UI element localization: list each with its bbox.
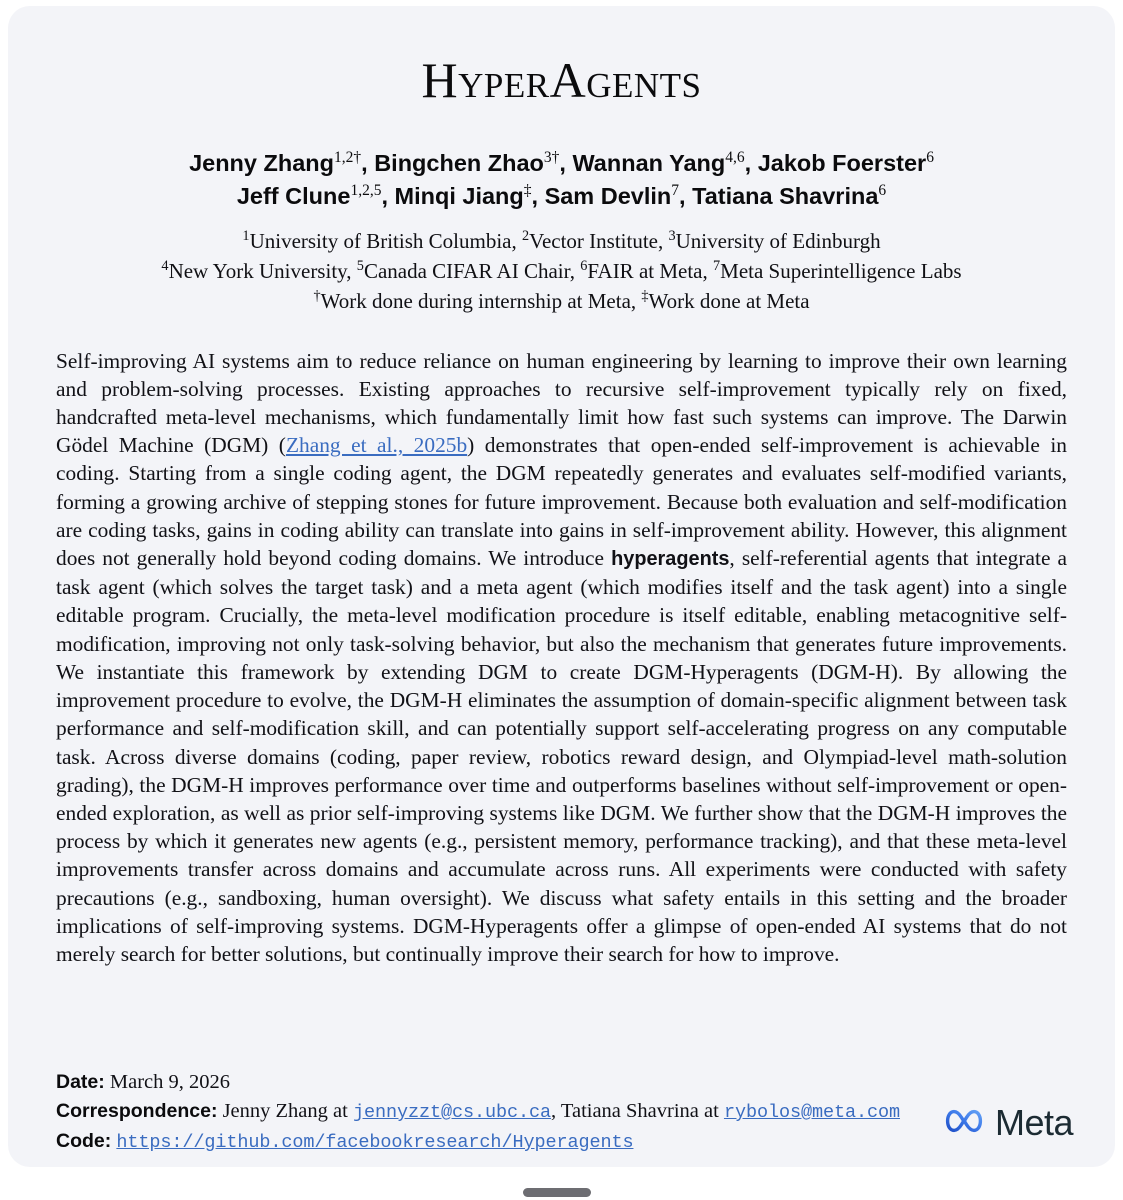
code-repository-link[interactable]: https://github.com/facebookresearch/Hyperagents bbox=[116, 1132, 634, 1153]
affiliation-marker: 3 bbox=[668, 228, 676, 245]
author-affiliation-marker: 6 bbox=[878, 182, 887, 200]
affiliation-name: University of British Columbia, bbox=[249, 229, 517, 254]
affiliation-line-1 bbox=[8, 227, 1115, 257]
author-line-1: Jenny Zhang$^{1,2\dagger}$, Bingchen Zhao$^{3\dagger}$, Wannan Yang$^{4,6}$, Jakob Foerster$^6$ bbox=[189, 148, 934, 176]
author-line-2: Jeff Clune$^{1,2,5}$, Minqi Jiang‡, Sam Devlin$^7$, Tatiana Shavrina$^6$ bbox=[236, 182, 887, 209]
author-name: Wannan Yang bbox=[572, 149, 726, 176]
author-affiliation-marker: 6 bbox=[926, 148, 934, 166]
code-line bbox=[56, 1127, 1066, 1157]
footnote-text: Work done during internship at Meta, bbox=[320, 288, 637, 313]
author-entry bbox=[189, 150, 361, 176]
correspondence-line bbox=[56, 1097, 1066, 1127]
correspondence-separator: , Tatiana Shavrina at bbox=[551, 1100, 719, 1122]
date-line bbox=[56, 1068, 1066, 1097]
affiliation-name: Meta Superintelligence Labs bbox=[720, 259, 962, 284]
footnote-marker: † bbox=[313, 287, 321, 304]
author-affiliation-marker: 3† bbox=[543, 148, 560, 166]
affiliation-line-3 bbox=[8, 287, 1115, 317]
code-label: Code: bbox=[56, 1130, 112, 1152]
author-affiliation-marker: 7 bbox=[671, 182, 680, 200]
author-affiliation-marker: 1,2† bbox=[334, 148, 362, 166]
author-entry bbox=[545, 183, 679, 209]
affiliation-marker: 2 bbox=[521, 228, 530, 245]
correspondence-label: Correspondence: bbox=[56, 1100, 218, 1122]
affiliation-marker: 6 bbox=[580, 258, 588, 275]
affiliation-marker: 7 bbox=[713, 258, 721, 275]
correspondence-author-1: Jenny Zhang at bbox=[222, 1100, 348, 1122]
author-entry bbox=[758, 150, 934, 176]
author-name: Minqi Jiang bbox=[394, 182, 524, 209]
affiliation-marker: 1 bbox=[242, 228, 250, 245]
abstract-part-1: Self-improving AI systems aim to reduce reliance on human engineering by learning to improve their own learning and problem-solving processes. Existing approaches to recursive self-improvement typically rely on fixed, handcrafted meta-level mechanisms, which fundamentally limit how fast such systems can improve. The Darwin Gödel Machine (DGM) ( bbox=[56, 348, 1067, 458]
meta-infinity-icon bbox=[942, 1106, 986, 1141]
author-list bbox=[8, 107, 1115, 214]
footnote-marker: ‡ bbox=[641, 287, 649, 304]
affiliation-line-2 bbox=[8, 257, 1115, 287]
author-entry bbox=[237, 183, 382, 209]
author-name: Jeff Clune bbox=[236, 182, 351, 209]
author-name: Bingchen Zhao bbox=[374, 149, 544, 176]
author-affiliation-marker: 1,2,5 bbox=[350, 182, 382, 200]
author-name: Jakob Foerster bbox=[757, 149, 927, 176]
meta-wordmark: Meta bbox=[994, 1102, 1073, 1143]
paper-metadata bbox=[56, 1068, 1066, 1157]
author-name: Jenny Zhang bbox=[189, 149, 334, 176]
abstract-part-3: , self-referential agents that integrate a task agent (which solves the target task) and a meta agent (which modifies itself and the task agent) into a single editable program. Crucially, the meta-level modification procedure is itself editable, enabling metacognitive self-modification, improving not only task-solving behavior, but also the mechanism that generates future improvements. We instantiate this framework by extending DGM to create DGM-Hyperagents (DGM-H). By allowing the improvement procedure to evolve, the DGM-H eliminates the assumption of domain-specific alignment between task performance and self-modification skill, and can potentially support self-accelerating progress on any computable task. Across diverse domains (coding, paper review, robotics reward design, and Olympiad-level math-solution grading), the DGM-H improves performance over time and outperforms baselines without self-improvement or open-ended exploration, as well as prior self-improving systems like DGM. We further show that the DGM-H improves the process by which it generates new agents (e.g., persistent memory, performance tracking), and that these meta-level improvements transfer across domains and accumulate across runs. All experiments were conducted with safety precautions (e.g., sandboxing, human oversight). We discuss what safety entails in this setting and the broader implications of self-improving systems. DGM-Hyperagents offer a glimpse of open-ended AI systems that do not merely search for better solutions, but continually improve their search for how to improve. bbox=[56, 546, 1067, 966]
paper-page bbox=[8, 6, 1115, 1167]
author-affiliation-marker: 4,6 bbox=[725, 148, 745, 166]
footnote-text: Work done at Meta bbox=[648, 288, 810, 313]
affiliation-name: FAIR at Meta, bbox=[587, 259, 708, 284]
author-affiliation-marker: ‡ bbox=[523, 182, 532, 200]
email-link-rybolos[interactable]: rybolos@meta.com bbox=[723, 1102, 900, 1123]
affiliation-name: Canada CIFAR AI Chair, bbox=[363, 259, 576, 284]
author-name: Sam Devlin bbox=[544, 182, 672, 209]
author-entry bbox=[374, 150, 559, 176]
date-label: Date: bbox=[56, 1071, 105, 1093]
email-link-jennyzzt[interactable]: jennyzzt@cs.ubc.ca bbox=[352, 1102, 551, 1123]
page-title: HyperAgents bbox=[421, 52, 702, 108]
affiliation-marker: 4 bbox=[161, 258, 169, 275]
affiliation-name: New York University, bbox=[168, 259, 352, 284]
author-entry bbox=[572, 150, 744, 176]
affiliation-list bbox=[8, 213, 1115, 316]
author-entry bbox=[395, 183, 532, 209]
affiliation-marker: 5 bbox=[356, 258, 364, 275]
abstract-term-hyperagents: hyperagents bbox=[611, 548, 730, 571]
citation-link-zhang[interactable]: Zhang et al., 2025b bbox=[285, 433, 468, 458]
author-entry bbox=[692, 183, 886, 209]
author-name: Tatiana Shavrina bbox=[692, 182, 879, 209]
affiliation-name: Vector Institute, bbox=[529, 229, 664, 254]
affiliation-name: University of Edinburgh bbox=[675, 229, 881, 254]
date-value: March 9, 2026 bbox=[109, 1071, 231, 1093]
scroll-handle[interactable] bbox=[523, 1188, 591, 1197]
abstract-part-2: ) demonstrates that open-ended self-improvement is achievable in coding. Starting from a single coding agent, the DGM repeatedly generates and evaluates self-modified variants, forming a growing archive of stepping stones for future improvement. Because both evaluation and self-modification are coding tasks, gains in coding ability can translate into gains in self-improvement ability. However, this alignment does not generally hold beyond coding domains. We introduce bbox=[56, 433, 1067, 571]
abstract-text bbox=[8, 317, 1115, 968]
meta-logo bbox=[942, 1102, 1073, 1143]
